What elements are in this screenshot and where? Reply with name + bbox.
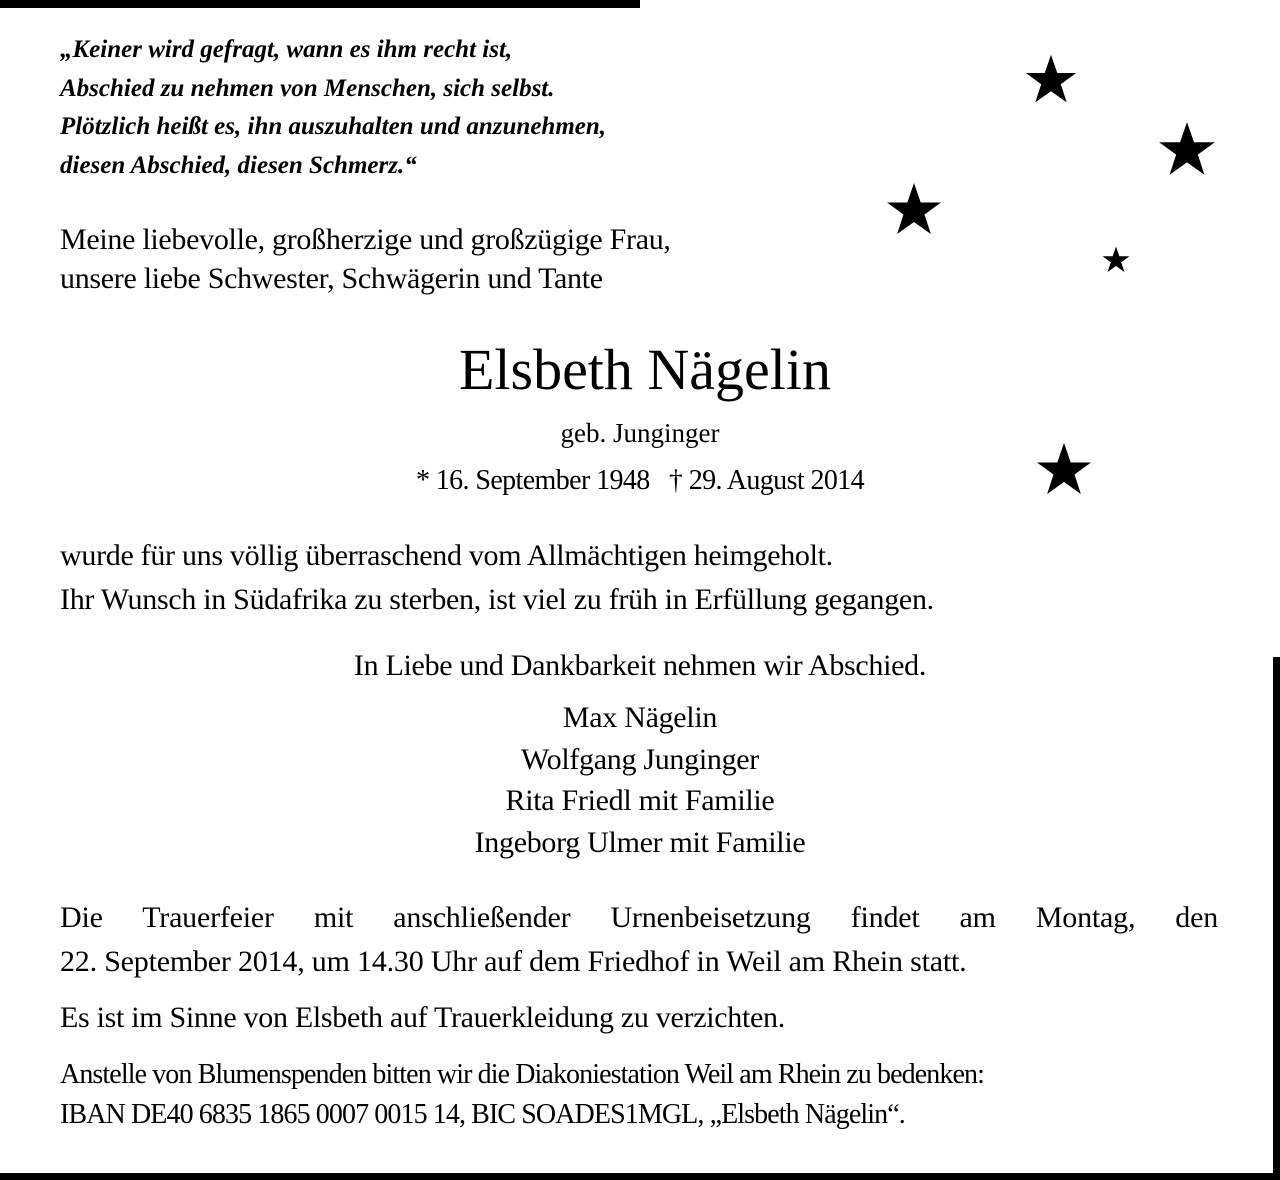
passage-line: wurde für uns völlig überraschend vom Allmächtigen heimgeholt. bbox=[60, 539, 833, 572]
attire-note: Es ist im Sinne von Elsbeth auf Trauerkleidung zu verzichten. bbox=[60, 1001, 785, 1034]
intro-line: Meine liebevolle, großherzige und großzügige Frau, bbox=[60, 223, 671, 256]
life-dates: * 16. September 1948 † 29. August 2014 bbox=[415, 465, 865, 496]
passage-line: Ihr Wunsch in Südafrika zu sterben, ist viel zu früh in Erfüllung gegangen. bbox=[60, 583, 934, 616]
maiden-name: geb. Junginger bbox=[560, 418, 720, 448]
quote-line: „Keiner wird gefragt, wann es ihm recht ist, bbox=[60, 36, 513, 63]
intro-text bbox=[60, 220, 960, 298]
star-icon bbox=[1156, 119, 1218, 181]
border-bottom bbox=[0, 1173, 1280, 1180]
farewell-line: In Liebe und Dankbarkeit nehmen wir Abschied. bbox=[353, 649, 927, 682]
border-top bbox=[0, 0, 640, 8]
intro-line: unsere liebe Schwester, Schwägerin und Tante bbox=[60, 262, 603, 295]
donation-line: IBAN DE40 6835 1865 0007 0015 14, BIC SOADES1MGL, „Elsbeth Nägelin“. bbox=[60, 1099, 905, 1130]
passing-text bbox=[60, 534, 1240, 622]
star-icon bbox=[1093, 245, 1139, 275]
service-line: 22. September 2014, um 14.30 Uhr auf dem Friedhof in Weil am Rhein statt. bbox=[60, 945, 967, 978]
donation-line: Anstelle von Blumenspenden bitten wir die Diakoniestation Weil am Rhein zu bedenken: bbox=[60, 1059, 984, 1090]
star-icon bbox=[1020, 52, 1082, 108]
deceased-name: Elsbeth Nägelin bbox=[458, 337, 832, 402]
donation-info bbox=[60, 1055, 1220, 1135]
mourner-name: Max Nägelin bbox=[562, 701, 718, 734]
quote-line: Abschied zu nehmen von Menschen, sich selbst. bbox=[60, 74, 555, 102]
mourner-name: Wolfgang Junginger bbox=[521, 742, 759, 776]
mourners-list bbox=[0, 697, 1280, 863]
quote-line: diesen Abschied, diesen Schmerz.“ bbox=[60, 151, 417, 179]
quote-line: Plötzlich heißt es, ihn auszuhalten und anzunehmen, bbox=[60, 113, 607, 140]
service-line: Die Trauerfeier mit anschließender Urnenbeisetzung findet am Montag, den bbox=[60, 901, 1218, 934]
funeral-service-info bbox=[60, 896, 1218, 984]
mourner-name: Rita Friedl mit Familie bbox=[505, 784, 775, 817]
opening-quote bbox=[60, 31, 860, 185]
mourner-name: Ingeborg Ulmer mit Familie bbox=[474, 825, 806, 859]
